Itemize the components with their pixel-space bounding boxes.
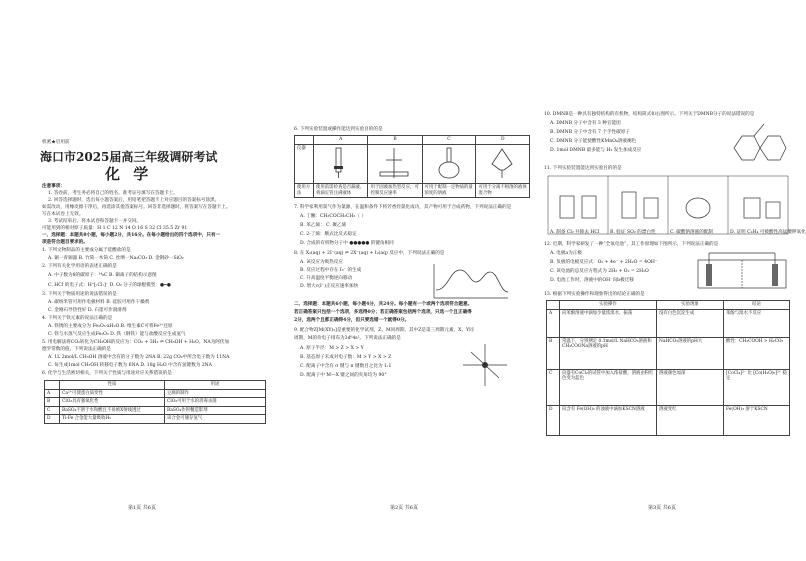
q5-stem: 5. 用电解法将CO₂转化为CH₃OH的反应为：CO₂ + 3H₂ ⇌ CH₃OH + H₂O。NA为阿伏加	[42, 340, 230, 345]
col-c: C	[422, 136, 476, 145]
q12-option-a: A. 电极a为正极	[550, 251, 582, 256]
table-cell: ClO₂具有强氧化性	[60, 398, 165, 407]
q9-option-d: D. 配离子中 M—X 键之间的夹角均为 90°	[300, 373, 387, 378]
page-footer: 第3页 共6页	[648, 505, 676, 511]
q10-stem: 10. DMNB是一种具有独特结构的有机物，结构简式如右图所示。下列关于DMNB分子的说法错误的是	[544, 112, 755, 117]
q8-option-b: B. 反应过程中存在 I₃⁻ 的生成	[300, 268, 362, 273]
table-cell: 酸性：CH₃COOH > H₂CO₃	[724, 337, 790, 369]
table-row	[547, 309, 790, 337]
table-cell: C	[547, 369, 560, 405]
table-row	[547, 405, 790, 435]
q7-stem: 7. 科学家利用氯气作为氯源，在温和条件下将芳香烃氯化成功，其产物可用于合成药物，下列说法正确的是	[294, 205, 512, 210]
property-use-table	[44, 380, 266, 424]
complex-ion-structure	[455, 340, 515, 390]
q10-option-a: A. DMNB 分子中含有 3 种官能团	[550, 121, 621, 126]
section-2-heading-cont2: 2分，选两个且都正确得4分，但只要选错一个就得0分。	[294, 318, 410, 323]
q2-stem: 2. 下列有关化学用语的表述正确的是	[42, 264, 117, 269]
experiment-table	[546, 300, 790, 436]
table-cell: D	[45, 415, 60, 424]
q8-option-d: D. 增大c(I⁻)正反应速率加快	[300, 284, 359, 289]
notice-2: 2. 回答选择题时，选出每小题答案后，用铅笔把答题卡上对应题目的答案标号涂黑。	[48, 198, 220, 203]
table-cell: B	[45, 398, 60, 407]
table-cell: 可用于配制一定物质的量浓度的溶液	[422, 184, 476, 198]
confidential-tag: 机密★启用前	[42, 140, 70, 145]
q1-options: A. 铜一青铜器 B. 竹简一木简 C. 丝绸一Na₂CO₃ D. 金钢砂一SiO₂	[48, 256, 184, 261]
section-2-heading-cont: 若正确答案只包括一个选项，多选得0分；若正确答案包括两个选项，只选一个且正确得	[294, 310, 472, 315]
table-row	[547, 337, 790, 369]
table-row	[547, 369, 790, 405]
q8-option-c: C. 升高温度平衡逆向移动	[300, 276, 353, 281]
q4-options-cd: C. 铁与水蒸气反应生成Fe₂O₃ D. 铁（钢铁）能与盐酸反应生成氢气	[48, 332, 186, 337]
dropping-funnel-illustration	[368, 144, 422, 184]
table-cell: 没有白色沉淀生成	[657, 309, 724, 337]
table-cell: 可用于分离不相溶的液体混合物	[476, 184, 530, 198]
table-header-cell: 结论	[724, 301, 790, 310]
notice-3: 如需改动，用橡皮擦干净后，再选涂其他答案标号。回答非选择题时，将答案写在答题卡上。	[42, 205, 231, 210]
table-row	[45, 415, 266, 424]
separatory-funnel-illustration	[476, 144, 530, 184]
page-footer: 第1页 共6页	[128, 505, 156, 511]
table-cell: BaSO₄不溶于水和酸且不易被X射线透过	[60, 406, 165, 415]
q4-stem: 4. 下列关于铁元素的说法正确的是	[42, 316, 113, 321]
table-row	[295, 184, 530, 198]
q4-options-ab: A. 铁锈的主要成分为 Fe₂O₃·xH₂O B. 维生素C可将Fe³⁺还原	[48, 324, 173, 329]
q3-stem: 3. 下列关于物质用途的说法错误的是	[42, 292, 117, 297]
table-cell: A	[45, 389, 60, 398]
table-row	[45, 389, 266, 398]
lab-apparatus-figures	[546, 174, 806, 236]
page-1	[0, 0, 270, 561]
apparatus-label-d: D. 证明 C₂H₄ 可被酸性高锰酸钾氧化	[730, 230, 806, 235]
table-cell: 苯酚与溴水不反应	[724, 309, 790, 337]
page-2	[280, 0, 535, 561]
apparatus-label-c: C. 碳酸钠溶液的配制	[670, 230, 714, 235]
table-cell: 向含有 Fe(OH)₃ 的浊液中滴加KSCN溶液	[560, 405, 657, 435]
notice-5: 3. 考试结束后，将本试卷和答题卡一并交回。	[48, 219, 142, 224]
notice-1: 1. 答卷前，考生务必将自己的姓名、准考证号填写在答题卡上。	[48, 191, 178, 196]
burette-illustration	[314, 144, 368, 184]
q5-options-cd: C. 每生成1mol CH₃OH 转移电子数为 6NA D. 18g H₂O 中含有氢键数为 2NA	[48, 363, 213, 368]
table-row	[45, 406, 266, 415]
apparatus-label-a: A. 制备 Cl₂ 并除去 HCl	[550, 230, 600, 235]
atomic-masses: 可能用到的相对原子质量：H 1 C 12 N 14 O 16 S 32 Cl 35.5 Zr 91	[42, 226, 188, 231]
table-cell: 溶液颜色加深	[657, 369, 724, 405]
apparatus-table	[294, 135, 530, 198]
q12-option-b: B. 负极的电极反应式：O₂ + 4e⁻ + 2H₂O = 4OH⁻	[550, 260, 658, 265]
q9-option-c: C. 配离子中含有 σ 键与 π 键数目之比为 1:1	[300, 364, 392, 369]
table-cell: B	[547, 337, 560, 369]
q9-stem: 9. 配合物Z[M(XY)₃]是重要的化学试剂，Z、M同周期，其中Z是第三周期元素，X、Y同	[294, 328, 474, 333]
q7-option-d: D. 合成的有机物分子中 ●●●●● 的键角相同	[300, 241, 394, 246]
q10-option-c: C. DMNB 分子能使酸性KMnO₄溶液褪色	[550, 139, 637, 144]
row-label-usage: 使用方法	[295, 184, 314, 198]
q8-option-a: A. 该反应为吸热反应	[300, 260, 343, 265]
page-footer: 第2页 共6页	[390, 505, 418, 511]
q6-stem: 6. 下列实验装置或操作能达到实验目的的是	[294, 127, 383, 132]
battery-cell-diagram	[694, 250, 790, 292]
exam-title: 海口市2025届高三年级调研考试	[40, 150, 218, 164]
table-header-cell	[547, 301, 560, 310]
table-cell: D	[547, 405, 560, 435]
table-cell: Ti-Fe 合金能大量吸收H₂	[60, 415, 165, 424]
q9-stem-cont: 周期，M的价电子排布为3d⁶4s²。下列说法正确的是	[294, 336, 401, 341]
table-header-row	[547, 301, 790, 310]
table-cell: Ca²⁺可使蛋白质变性	[60, 389, 165, 398]
q9-option-a: A. 原子半径：M > Z > X > Y	[300, 346, 364, 351]
dmnb-structure	[724, 118, 790, 170]
q5-options-ab: A. 1L 2mol/L CH₃OH 溶液中含有的分子数为 2NA B. 22g CO₂中所含电子数为 11NA	[48, 355, 230, 360]
table-header-cell: 实验现象	[657, 301, 724, 310]
q8-stem: 8. 在 X₂(aq) + 2I⁻(aq) ⇌ 2X⁻(aq) + I₂(aq) 反应中，下列说法正确的是	[294, 251, 445, 256]
q1-stem: 1. 下列文物制品的主要成分属于硅酸盐的是	[42, 248, 131, 253]
q7-option-a: A. 丁酮：CH₃COCH₂CH₃（ ）	[300, 214, 367, 219]
section-1-heading: 一、选择题：本题共8小题，每小题2分，共16分。在每小题给出的四个选项中，只有一	[42, 233, 221, 238]
table-cell: C	[45, 406, 60, 415]
q9-option-b: B. 基态原子未成对电子数：M > Y > X > Z	[300, 355, 392, 360]
q12-stem: 12. 近期，科学家研发了一种“全氧电池”，其工作原理如下图所示，下列说法正确的是	[544, 242, 719, 247]
table-header-row	[45, 381, 266, 390]
table-row	[295, 144, 530, 184]
table-cell: 使用前需检查是否漏液，将滴定管注满液体	[314, 184, 368, 198]
q10-option-d: D. 1mol DMNB 最多能与 H₂ 发生加成反应	[550, 148, 642, 153]
apparatus-label-b: B. 验证 SO₂ 的漂白性	[610, 230, 656, 235]
page-3	[540, 0, 806, 561]
table-row	[45, 398, 266, 407]
q2-options-ab: A. 中子数为8的碳原子：¹⁴₆C B. 铜离子的结构示意图	[48, 273, 157, 278]
table-cell: 常温下，分别测定 0.1mol/L NaHCO₃溶液和CH₃COONa溶液的pH	[560, 337, 657, 369]
table-header-cell	[45, 381, 60, 390]
q10-option-b: B. DMNB 分子中含有 7 个手性碳原子	[550, 130, 630, 135]
table-cell: NaHCO₃溶液的pH大	[657, 337, 724, 369]
table-cell: 该合金可储存氢气	[165, 415, 266, 424]
q7-option-c: C. 2-丁烯：顺式比反式稳定	[300, 232, 357, 237]
table-header-row	[295, 136, 530, 145]
table-cell: 用于固液加热型反应，可控制反应速率	[368, 184, 422, 198]
table-cell: Fe(OH)₃ 溶于KSCN	[724, 405, 790, 435]
energy-profile-diagram	[430, 262, 510, 302]
table-cell: 向苯酚溶液中滴加少量浓溴水，振荡	[560, 309, 657, 337]
section-2-heading: 二、选择题：本题共6小题，每小题4分，共24分。每小题有一个或两个选项符合题意。	[294, 302, 473, 307]
table-cell: 溶液变红	[657, 405, 724, 435]
col-a: A	[314, 136, 368, 145]
q3-options-ab: A. 碳纳米管可用作电极材料 B. 硅胶可用作干燥剂	[48, 300, 150, 305]
q6-stem: 6. 化学与生活密切相关，下列关于性质与用途对应关系错误的是	[42, 371, 172, 376]
table-cell: BaSO₄作钡餐造影剂	[165, 406, 266, 415]
table-cell: [CoCl₄]²⁻ 比 [Co(H₂O)₆]²⁺ 稳定	[724, 369, 790, 405]
row-label-apparatus: 仪器	[295, 144, 314, 184]
section-1-heading-cont: 项是符合题目要求的。	[42, 240, 88, 245]
q12-option-d: D. 电池工作时，溶液中的OH⁻向b极迁移	[550, 278, 634, 283]
table-cell: 豆腐的制作	[165, 389, 266, 398]
q5-stem-cont: 德罗常数的值，下列说法正确的是	[42, 347, 111, 352]
table-cell: ClO₂可用于水的消毒杀菌	[165, 398, 266, 407]
table-header-cell: 性质	[60, 381, 165, 390]
q3-options-cd: C. 金刚石导热性好 D. 石墨可作润滑剂	[48, 308, 127, 313]
col-d: D	[476, 136, 530, 145]
notice-heading: 注意事项：	[42, 184, 65, 189]
table-cell: A	[547, 309, 560, 337]
q2-options-cd: C. HCl 的电子式：H⁺[:Cl:]⁻ D. O₂ 分子的球棍模型：●━●	[48, 283, 171, 288]
col-b: B	[368, 136, 422, 145]
subject-title: 化 学	[105, 165, 153, 183]
volumetric-flask-illustration	[422, 144, 476, 184]
table-header-cell: 实验操作	[560, 301, 657, 310]
q13-stem: 13. 根据下列实验操作和现象得出的结论正确的是	[544, 292, 645, 297]
q12-option-c: C. 该电池的总反应方程式为 2H₂ + O₂ = 2H₂O	[550, 269, 649, 274]
notice-4: 写在本试卷上无效。	[42, 212, 84, 217]
table-cell: 向盛有CoCl₂的试管中加入浓盐酸，溶液由粉红色变为蓝色	[560, 369, 657, 405]
table-header-cell: 用途	[165, 381, 266, 390]
q7-option-b: B. 苯乙烯： C. 聚乙烯	[300, 223, 347, 228]
q11-stem: 11. 下列实验装置能达到实验目的的是	[544, 166, 622, 171]
